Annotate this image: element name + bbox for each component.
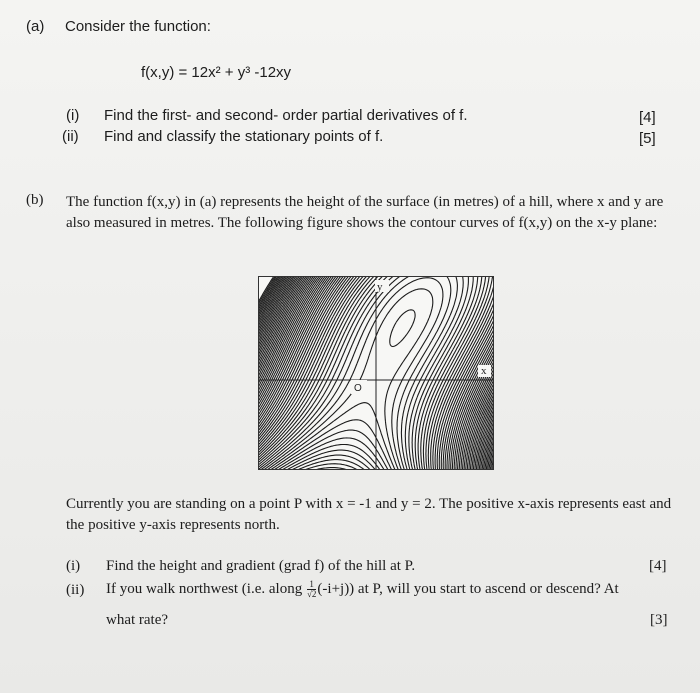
part-b-item-2-mark: [3] [650,612,668,628]
part-a-item-1-text: Find the first- and second- order partial derivatives of f. [104,107,468,124]
item-2-text-before: If you walk northwest (i.e. along [106,580,306,597]
part-a-label: (a) [26,18,45,35]
part-a-item-1-label: (i) [66,107,80,124]
part-b-item-2-label: (ii) [66,582,85,598]
fraction-numerator: 1 [307,580,316,590]
contour-figure [258,276,494,470]
x-axis-label: x [481,365,487,377]
function-definition: f(x,y) = 12x² + y³ -12xy [141,64,292,81]
part-b-label: (b) [26,192,44,208]
item-2-text-after: (-i+j)) at P, will you start to ascend or descend? At [317,580,619,597]
contour-plot [258,276,494,470]
y-axis-label: y [377,281,383,293]
fraction-denominator: √2 [306,589,317,599]
part-a-item-1-mark: [4] [639,109,656,126]
part-b-item-1-label: (i) [66,558,81,574]
part-b-item-2-text-line2: what rate? [106,612,169,628]
part-b-intro: The function f(x,y) in (a) represents the height of the surface (in metres) of a hill, where x and y are also measured in metres. The following figure shows the contour curves of f(x,y) on the x-y plane: [66,194,664,231]
part-a-intro: Consider the function: [65,18,211,35]
part-a-item-2-text: Find and classify the stationary points of f. [104,128,384,145]
origin-label: O [354,383,362,394]
part-b-item-2-text [106,580,619,599]
fraction-one-over-root-two [307,580,316,599]
part-a-item-2-label: (ii) [62,128,79,145]
part-a-item-2-mark: [5] [639,130,656,147]
current-position-text: Currently you are standing on a point P with x = -1 and y = 2. The positive x-axis represents east and the positive y-axis represents north. [66,496,672,533]
part-b-item-1-text: Find the height and gradient (grad f) of the hill at P. [106,558,416,574]
part-b-item-1-mark: [4] [649,558,667,574]
